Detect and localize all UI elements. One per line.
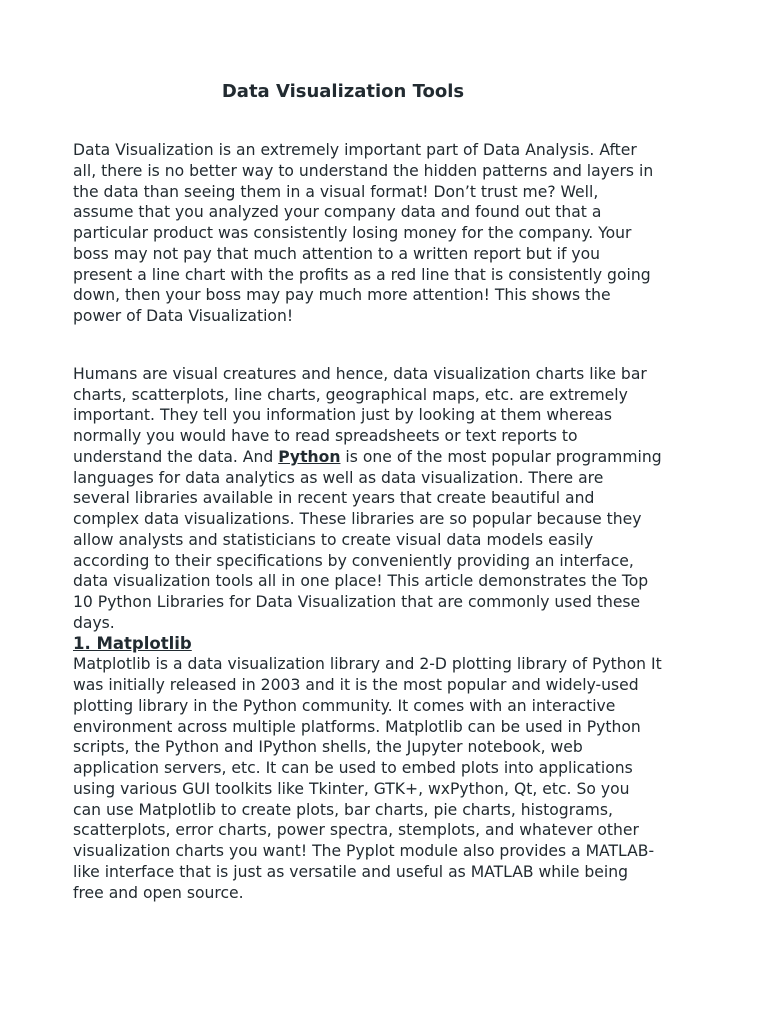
text-line: visualization charts you want! The Pyplot module also provides a MATLAB-	[73, 842, 655, 860]
text-fragment: understand the data. And	[73, 447, 279, 466]
text-line: present a line chart with the profits as a red line that is consistently going	[73, 265, 651, 284]
paragraph-spacer	[73, 327, 703, 364]
text-line: data visualization tools all in one place! This article demonstrates the Top	[73, 572, 649, 591]
text-line: like interface that is just as versatile and useful as MATLAB while being	[73, 862, 628, 881]
page-title: Data Visualization Tools	[221, 81, 465, 102]
text-line: normally you would have to read spreadsheets or text reports to	[73, 427, 578, 445]
text-line: power of Data Visualization!	[73, 307, 294, 325]
text-line: all, there is no better way to understand the hidden patterns and layers in	[73, 161, 654, 180]
text-line: several libraries available in recent years that create beautiful and	[73, 489, 595, 508]
text-line: scripts, the Python and IPython shells, the Jupyter notebook, web	[73, 738, 583, 757]
text-line: assume that you analyzed your company data and found out that a	[73, 203, 602, 222]
text-line: charts, scatterplots, line charts, geographical maps, etc. are extremely	[73, 385, 628, 404]
text-line: down, then your boss may pay much more attention! This shows the	[73, 286, 611, 305]
document-body	[73, 140, 703, 903]
humans-paragraph	[73, 364, 703, 634]
text-line: scatterplots, error charts, power spectra, stemplots, and whatever other	[73, 821, 639, 840]
text-line: using various GUI toolkits like Tkinter, GTK+, wxPython, Qt, etc. So you	[73, 779, 630, 798]
text-line: boss may not pay that much attention to a written report but if you	[73, 244, 601, 263]
text-line: languages for data analytics as well as data visualization. There are	[73, 468, 604, 487]
text-line: Humans are visual creatures and hence, data visualization charts like bar	[73, 364, 647, 383]
text-line: free and open source.	[73, 883, 244, 902]
text-line: Matplotlib is a data visualization library and 2-D plotting library of Python It	[73, 655, 662, 674]
text-line: 10 Python Libraries for Data Visualization that are commonly used these	[73, 593, 641, 611]
text-line-with-link	[73, 447, 703, 468]
intro-paragraph	[73, 140, 703, 327]
text-line: application servers, etc. It can be used to embed plots into applications	[73, 759, 633, 777]
python-link[interactable]: Python	[278, 447, 341, 466]
text-line: can use Matplotlib to create plots, bar charts, pie charts, histograms,	[73, 800, 613, 819]
text-line: was initially released in 2003 and it is the most popular and widely-used	[73, 676, 639, 694]
text-line: the data than seeing them in a visual format! Don’t trust me? Well,	[73, 182, 599, 201]
text-line: environment across multiple platforms. Matplotlib can be used in Python	[73, 717, 641, 736]
text-line: days.	[73, 613, 115, 632]
matplotlib-paragraph	[73, 654, 703, 903]
text-line: plotting library in the Python community. It comes with an interactive	[73, 696, 616, 715]
text-line: according to their specifications by conveniently providing an interface,	[73, 551, 634, 570]
text-line: complex data visualizations. These libraries are so popular because they	[73, 510, 642, 528]
section-heading-matplotlib: 1. Matplotlib	[73, 633, 192, 653]
text-line: Data Visualization is an extremely important part of Data Analysis. After	[73, 141, 637, 159]
text-line: important. They tell you information just by looking at them whereas	[73, 406, 612, 425]
text-fragment: is one of the most popular programming	[340, 447, 662, 466]
text-line: allow analysts and statisticians to create visual data models easily	[73, 530, 594, 549]
text-line: particular product was consistently losing money for the company. Your	[73, 224, 632, 242]
